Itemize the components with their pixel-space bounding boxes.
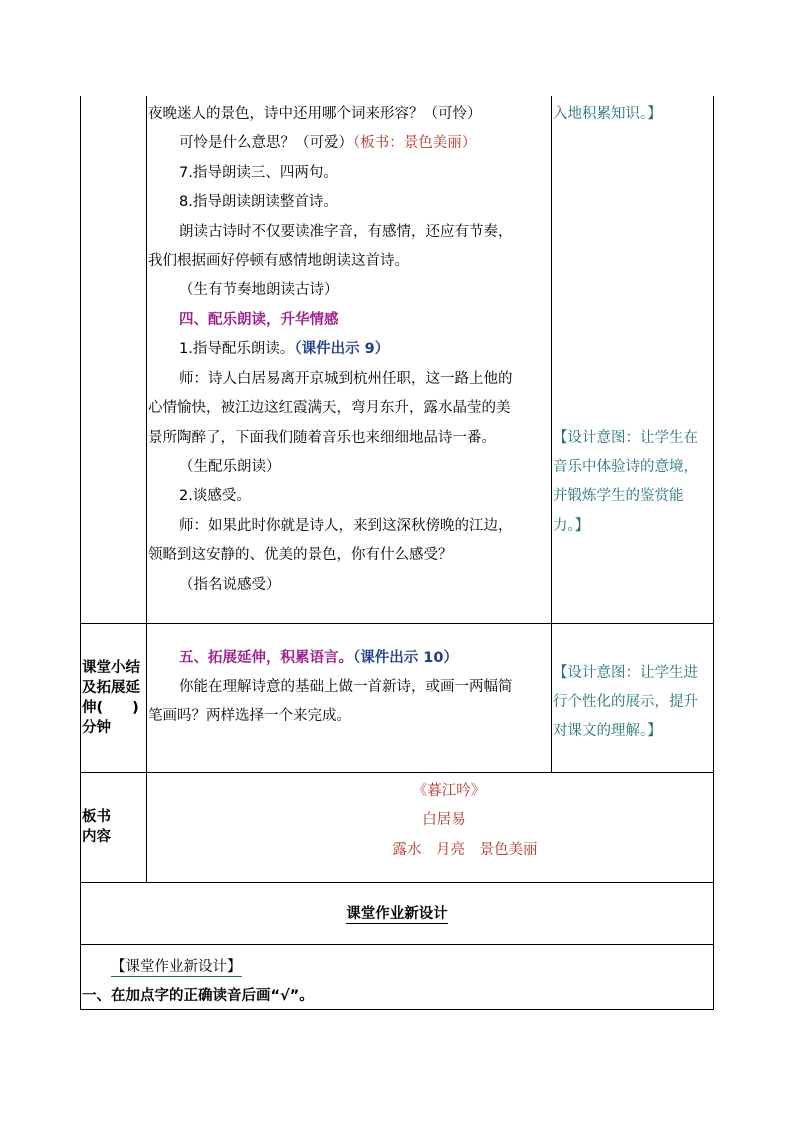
- main-line-7: （生有节奏地朗读古诗）: [179, 282, 339, 298]
- design-intent-2-line-3: 对课文的理解。】: [553, 723, 662, 739]
- main-line-6: 我们根据画好停顿有感情地朗读这首诗。: [148, 253, 409, 269]
- row-divider-1: [80, 623, 714, 624]
- column-divider-right: [551, 96, 552, 772]
- board-label: [82, 807, 111, 847]
- main-line-5: 朗读古诗时不仅要读准字音，有感情，还应有节奏，: [179, 224, 513, 240]
- homework-tag-text: 【课堂作业新设计】: [111, 959, 242, 975]
- board-author: 白居易: [422, 812, 466, 828]
- item-2: 2.谈感受。: [179, 488, 251, 504]
- section-5-heading: 五、拓展延伸，积累语言。: [179, 650, 353, 666]
- row-divider-4: [80, 944, 714, 945]
- main-line-4: 8.指导朗读朗读整首诗。: [179, 194, 338, 210]
- homework-question-1: 一、在加点字的正确读音后画“√”。: [82, 988, 314, 1004]
- column-divider-left: [146, 96, 147, 882]
- courseware-9: （课件出示 9）: [294, 341, 390, 357]
- teacher2-line-1: 师：如果此时你就是诗人，来到这深秋傍晚的江边，: [179, 518, 513, 534]
- teacher2-line-2: 领略到这安静的、优美的景色，你有什么感受？: [148, 547, 453, 563]
- section-5-line-2: 笔画吗？两样选择一个来完成。: [148, 708, 351, 724]
- summary-label-line-1: 课堂小结: [82, 660, 140, 676]
- board-label-line-2: 内容: [82, 829, 111, 845]
- board-note: （板书：景色美丽）: [353, 135, 477, 151]
- meaning-question: 可怜是什么意思？（可爱）: [179, 135, 353, 151]
- board-title: 《暮江吟》: [412, 783, 486, 799]
- summary-label-line-4: 分钟: [82, 720, 111, 736]
- student-reading: （生配乐朗读）: [179, 459, 281, 475]
- design-intent-1-line-1: 【设计意图：让学生在: [553, 430, 698, 446]
- teacher-line-2: 心情愉快，被江边这红霞满天，弯月东升，露水晶莹的美: [148, 400, 511, 416]
- design-intent-1-line-4: 力。】: [553, 518, 590, 534]
- section-5-line-1: 你能在理解诗意的基础上做一首新诗，或画一两幅简: [179, 679, 513, 695]
- homework-header-text: 课堂作业新设计: [346, 906, 448, 922]
- homework-tag: [111, 957, 242, 977]
- design-intent-2-line-2: 行个性化的展示，提升: [553, 694, 698, 710]
- main-line-1: 夜晚迷人的景色，诗中还用哪个词来形容？（可怜）: [148, 106, 482, 122]
- teacher-line-3: 景所陶醉了，下面我们随着音乐也来细细地品诗一番。: [148, 430, 496, 446]
- section-4-title: 四、配乐朗读，升华情感: [179, 312, 339, 328]
- share-feeling: （指名说感受）: [179, 577, 281, 593]
- homework-header: [80, 904, 714, 924]
- section-5-title: [179, 648, 458, 668]
- table-border-right: [713, 96, 714, 1010]
- item-1: [179, 339, 389, 359]
- table-border-bottom: [80, 1009, 714, 1010]
- table-border-left: [80, 96, 81, 1010]
- right-note-top: 入地积累知识。】: [553, 106, 662, 122]
- main-line-2: [179, 133, 476, 153]
- design-intent-2-line-1: 【设计意图：让学生进: [553, 665, 698, 681]
- courseware-10: （课件出示 10）: [353, 650, 458, 666]
- board-keywords: 露水 月亮 景色美丽: [392, 842, 538, 858]
- row-divider-2: [80, 772, 714, 773]
- summary-label-line-2: 及拓展延: [82, 680, 140, 696]
- design-intent-1-line-2: 音乐中体验诗的意境，: [553, 459, 698, 475]
- design-intent-1-line-3: 并锻炼学生的鉴赏能: [553, 488, 684, 504]
- teacher-line-1: 师：诗人白居易离开京城到杭州任职，这一路上他的: [179, 371, 513, 387]
- main-line-3: 7.指导朗读三、四两句。: [179, 165, 338, 181]
- board-label-line-1: 板书: [82, 809, 111, 825]
- row-divider-3: [80, 882, 714, 883]
- summary-label-line-3: 伸( ): [82, 700, 139, 716]
- item-1-text: 1.指导配乐朗读。: [179, 341, 295, 357]
- summary-label: [82, 658, 140, 738]
